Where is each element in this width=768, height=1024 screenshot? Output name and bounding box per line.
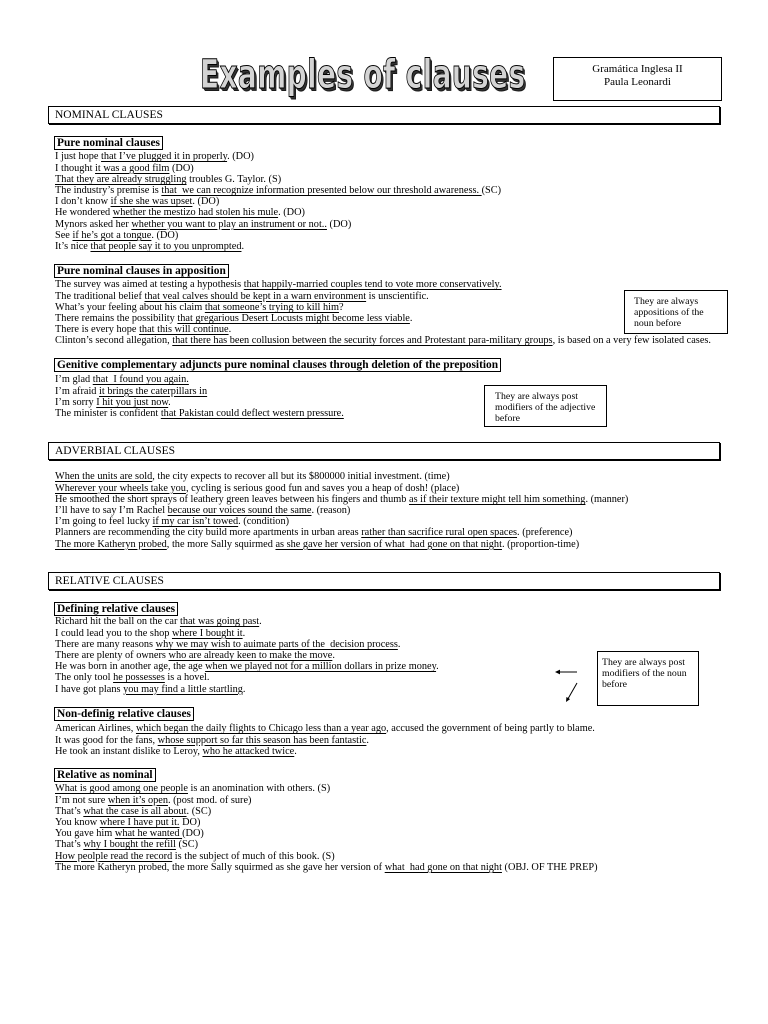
underlined-clause: I hit you just now — [96, 396, 169, 408]
underlined-clause: that gregarious Desert Locusts might become less viable — [177, 312, 410, 324]
sentence-text: You gave him — [55, 828, 115, 840]
underlined-clause: which began the daily flights to Chicago less than a year ago — [135, 723, 387, 735]
course-name: Gramática Inglesa II — [592, 63, 683, 75]
sentence-text: . (manner) — [585, 493, 629, 505]
author-name: Paula Leonardi — [604, 75, 671, 88]
example-sentence — [55, 851, 598, 862]
example-sentence — [55, 151, 501, 162]
underlined-clause: where I have put it. — [99, 816, 180, 828]
underlined-clause: as she gave her version of what had gone on that night — [275, 538, 502, 550]
section-header-relative: RELATIVE CLAUSES — [48, 572, 720, 590]
example-sentence — [55, 494, 628, 505]
underlined-clause: that I’ve plugged it in properly — [101, 151, 228, 163]
subheading-apposition: Pure nominal clauses in apposition — [54, 264, 229, 278]
example-sentence — [55, 291, 711, 302]
underlined-clause: that this will continue — [139, 324, 229, 336]
sentence-text: There are many reasons — [55, 638, 156, 650]
sentence-text: . — [228, 324, 232, 336]
underlined-clause: Wherever your wheels take you — [55, 482, 186, 494]
example-sentence — [55, 672, 439, 683]
sentence-text: is a hovel. — [164, 672, 210, 684]
subheading-genitive: Genitive complementary adjuncts pure nominal clauses through deletion of the preposition — [54, 358, 501, 372]
underlined-clause: why I bought the refill — [83, 839, 176, 851]
example-sentence — [55, 795, 598, 806]
underlined-clause: That they are already struggling — [55, 173, 187, 185]
sentence-text: , cycling is serious good fun and saves you a heap of dosh! (place) — [185, 482, 460, 494]
section-header-adverbial: ADVERBIAL CLAUSES — [48, 442, 720, 460]
underlined-clause: rather than sacrifice rural open spaces — [361, 527, 518, 539]
section-header-nominal: NOMINAL CLAUSES — [48, 106, 720, 124]
underlined-clause: what had gone on that night — [384, 861, 502, 873]
side-note: They are always appositions of the noun before — [624, 290, 728, 334]
sentence-text: There is every hope — [55, 324, 140, 336]
sentence-text: . — [409, 312, 413, 324]
example-sentence — [55, 313, 711, 324]
sentence-text: . (SC) — [186, 805, 212, 817]
underlined-clause: if she she was upset — [110, 196, 193, 208]
underlined-clause: when it’s open — [107, 794, 168, 806]
example-sentence — [55, 650, 439, 661]
example-sentence — [55, 806, 598, 817]
sentence-text: . (DO) — [227, 151, 254, 163]
sentence-text: . — [294, 745, 297, 757]
arrow-down-left-icon — [566, 683, 577, 702]
underlined-clause: that I found you again. — [92, 374, 189, 386]
example-list — [55, 471, 628, 549]
side-note: They are always post modifiers of the adjective before — [484, 385, 607, 427]
example-sentence — [55, 174, 501, 185]
sentence-text: . (DO) — [151, 229, 179, 241]
underlined-clause: that people say it to you unprompted — [90, 240, 242, 252]
example-sentence — [55, 163, 501, 174]
sentence-text: I’m afraid — [55, 385, 100, 397]
example-sentence — [55, 185, 501, 196]
subheading-pure-nominal: Pure nominal clauses — [54, 136, 163, 150]
example-sentence — [55, 661, 439, 672]
sentence-text: (DO) — [169, 162, 194, 174]
side-note: They are always post modifiers of the noun before — [597, 651, 699, 706]
sentence-text: , is based on a very few isolated cases. — [552, 335, 711, 347]
example-sentence — [55, 302, 711, 313]
example-list — [55, 616, 439, 694]
sentence-text: He took an instant dislike to Leroy, — [55, 745, 203, 757]
underlined-clause: whose support so far this season has been fantastic — [157, 734, 367, 746]
sentence-text: is an anomination with others. (S) — [187, 783, 331, 795]
underlined-clause: what he wanted — [114, 828, 183, 840]
example-sentence — [55, 527, 628, 538]
sentence-text: The survey was aimed at testing a hypothesis — [55, 279, 244, 291]
sentence-text: You know — [55, 816, 100, 828]
sentence-text: ? — [338, 301, 344, 313]
subheading-defining-relative: Defining relative clauses — [54, 602, 178, 616]
example-sentence — [55, 783, 598, 794]
sentence-text: The traditional belief — [55, 290, 145, 302]
example-sentence — [55, 230, 501, 241]
underlined-clause: if he’s got a tongue — [72, 229, 152, 241]
example-sentence — [55, 616, 439, 627]
underlined-clause: he possesses — [113, 672, 165, 684]
example-sentence — [55, 839, 598, 850]
sentence-text: Clinton’s second allegation, — [55, 335, 173, 347]
underlined-clause: who are already keen to make the move — [168, 649, 333, 661]
sentence-text: . — [366, 734, 369, 746]
example-sentence — [55, 471, 628, 482]
example-sentence — [55, 408, 344, 419]
underlined-clause: What is good among one people — [55, 783, 188, 795]
sentence-text: American Airlines, — [55, 723, 136, 735]
sentence-text: That’s — [55, 805, 84, 817]
underlined-clause: it brings the caterpillars in — [99, 385, 208, 397]
sentence-text: The more Katheryn probed, the more Sally squirmed as she gave her version of — [55, 861, 385, 873]
sentence-text: I could lead you to the shop — [55, 627, 172, 639]
sentence-text: He smoothed the short sprays of leathery green leaves between his fingers and thumb — [55, 493, 409, 505]
example-list — [55, 783, 598, 873]
sentence-text: The only tool — [55, 672, 114, 684]
example-list — [55, 279, 711, 346]
sentence-text: . (reason) — [311, 504, 351, 516]
course-info-box — [553, 57, 722, 101]
underlined-clause: that we can recognize information presented below our threshold awareness. — [161, 184, 482, 196]
example-sentence — [55, 207, 501, 218]
sentence-text: I’m glad — [55, 374, 93, 386]
example-sentence — [55, 735, 595, 746]
underlined-clause: that happily-married couples tend to vote more conservatively. — [243, 279, 502, 291]
underlined-clause: when we played not for a million dollars in prize money — [205, 661, 437, 673]
sentence-text: The minister is confident — [55, 407, 161, 419]
sentence-text: DO) — [179, 816, 201, 828]
sentence-text: The industry’s premise is — [55, 184, 162, 196]
underlined-clause: that there has been collusion between the security forces and Protestant para-military groups — [172, 335, 553, 347]
underlined-clause: where I bought it — [171, 627, 243, 639]
example-list — [55, 374, 344, 419]
sentence-text: What’s your feeling about his claim — [55, 301, 205, 313]
sentence-text: It was good for the fans, — [55, 734, 158, 746]
sentence-text: . — [397, 638, 401, 650]
example-sentence — [55, 483, 628, 494]
sentence-text: He was born in another age, the age — [55, 661, 206, 673]
sentence-text: Planners are recommending the city build more apartments in urban areas — [55, 527, 362, 539]
example-list — [55, 723, 595, 757]
sentence-text: It’s nice — [55, 240, 91, 252]
underlined-clause: if my car isn’t towed — [152, 516, 239, 528]
example-sentence — [55, 279, 711, 290]
example-sentence — [55, 862, 598, 873]
sentence-text: . (DO) — [192, 196, 220, 208]
subheading-relative-as-nominal: Relative as nominal — [54, 768, 156, 782]
sentence-text: There are plenty of owners — [55, 649, 169, 661]
sentence-text: is unscientific. — [366, 290, 429, 302]
sentence-text: (OBJ. OF THE PREP) — [501, 861, 598, 873]
sentence-text: . (proportion-time) — [501, 538, 580, 550]
example-list — [55, 151, 501, 252]
example-sentence — [55, 241, 501, 252]
underlined-clause: that someone’s trying to kill him — [204, 301, 339, 313]
example-sentence — [55, 723, 595, 734]
sentence-text: . — [242, 627, 246, 639]
sentence-text: , the more Sally squirmed — [166, 538, 276, 550]
underlined-clause: as if their texture might tell him something — [409, 493, 586, 505]
underlined-clause: why we may wish to auimate parts of the decision process — [155, 638, 398, 650]
example-sentence — [55, 196, 501, 207]
example-sentence — [55, 386, 344, 397]
underlined-clause: that was going past — [179, 616, 260, 628]
sentence-text: (SC) — [175, 839, 198, 851]
example-sentence — [55, 684, 439, 695]
sentence-text: is the subject of much of this book. (S) — [172, 850, 335, 862]
underlined-clause: How peolple read the record — [55, 850, 173, 862]
sentence-text: . (condition) — [238, 516, 290, 528]
example-sentence — [55, 639, 439, 650]
underlined-clause: you may find a little startling — [123, 683, 243, 695]
underlined-clause: that veal calves should be kept in a warn environment — [144, 290, 367, 302]
sentence-text: I have got plans — [55, 683, 124, 695]
sentence-text: . (post mod. of sure) — [167, 794, 252, 806]
sentence-text: He wondered — [55, 207, 113, 219]
sentence-text: I’ll have to say I’m Rachel — [55, 504, 168, 516]
example-sentence — [55, 817, 598, 828]
sentence-text: (DO) — [182, 828, 204, 840]
sentence-text: (DO) — [326, 218, 352, 230]
example-sentence — [55, 628, 439, 639]
example-sentence — [55, 335, 711, 346]
sentence-text: . — [259, 616, 262, 628]
sentence-text: . — [242, 683, 246, 695]
underlined-clause: it was a good film — [95, 162, 170, 174]
example-sentence — [55, 828, 598, 839]
underlined-clause: When the units are sold — [55, 471, 153, 483]
sentence-text: I don’t know — [55, 196, 111, 208]
underlined-clause: whether you want to play an instrument or not.. — [131, 218, 327, 230]
sentence-text: . — [168, 396, 171, 408]
sentence-text: I’m not sure — [55, 794, 108, 806]
example-sentence — [55, 516, 628, 527]
sentence-text: . — [436, 661, 439, 673]
sentence-text: . (DO) — [278, 207, 305, 219]
sentence-text: . — [241, 240, 245, 252]
example-sentence — [55, 539, 628, 550]
sentence-text: troubles G. Taylor. (S) — [186, 173, 282, 185]
sentence-text: . — [332, 649, 335, 661]
arrows-group — [550, 662, 582, 707]
example-sentence — [55, 374, 344, 385]
example-sentence — [55, 219, 501, 230]
sentence-text: I thought — [55, 162, 96, 174]
sentence-text: Mynors asked her — [55, 218, 132, 230]
underlined-clause: that Pakistan could deflect western pressure. — [160, 407, 344, 419]
sentence-text: I just hope — [55, 151, 102, 163]
document-title: Examples of clauses — [200, 52, 526, 98]
underlined-clause: who he attacked twice — [202, 745, 295, 757]
sentence-text: That’s — [55, 839, 84, 851]
example-sentence — [55, 397, 344, 408]
example-sentence — [55, 324, 711, 335]
sentence-text: , accused the government of being partly to blame. — [386, 723, 595, 735]
sentence-text: Richard hit the ball on the car — [55, 616, 180, 628]
arrow-left-icon — [555, 670, 577, 675]
sentence-text: (SC) — [481, 184, 502, 196]
underlined-clause: because our voices sound the same — [167, 504, 312, 516]
sentence-text: There remains the possibility — [55, 312, 178, 324]
underlined-clause: The more Katheryn probed — [55, 538, 167, 550]
sentence-text: I’m going to feel lucky — [55, 516, 153, 528]
example-sentence — [55, 505, 628, 516]
sentence-text: See — [55, 229, 73, 241]
sentence-text: , the city expects to recover all but its $800000 initial investment. (time) — [152, 471, 450, 483]
underlined-clause: what the case is all about — [83, 805, 187, 817]
sentence-text: . (preference) — [517, 527, 573, 539]
sentence-text: I’m sorry — [55, 396, 97, 408]
example-sentence — [55, 746, 595, 757]
subheading-non-defining-relative: Non-definig relative clauses — [54, 707, 194, 721]
underlined-clause: whether the mestizo had stolen his mule — [112, 207, 279, 219]
